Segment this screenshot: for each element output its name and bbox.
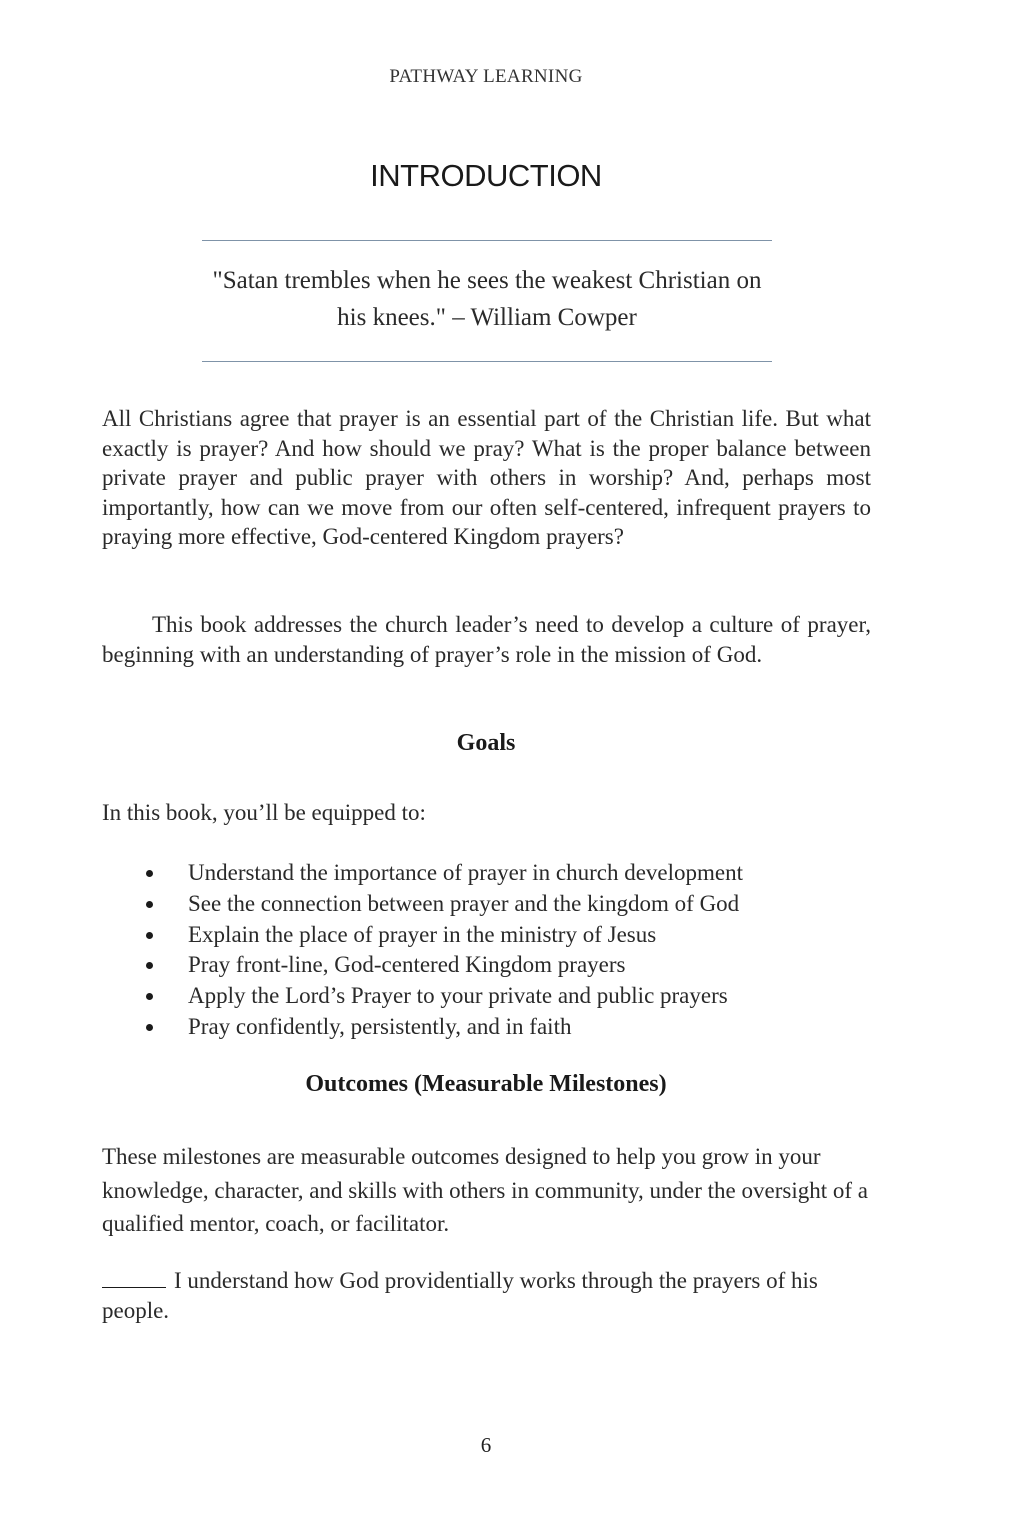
goal-item xyxy=(102,889,871,920)
chapter-title: INTRODUCTION xyxy=(370,158,602,193)
goal-item-text: See the connection between prayer and the kingdom of God xyxy=(188,890,740,916)
milestone-text: I understand how God providentially works through the prayers of his people. xyxy=(102,1268,818,1323)
goal-item xyxy=(102,950,871,981)
page-number: 6 xyxy=(480,1433,492,1457)
intro-paragraph-2: This book addresses the church leader’s need to develop a culture of prayer, beginning with an understanding of prayer’s role in the mission of God. xyxy=(102,612,871,667)
goal-item-text: Understand the importance of prayer in church development xyxy=(188,860,743,885)
outcomes-intro: These milestones are measurable outcomes designed to help you grow in your knowledge, character, and skills with others in community, under the oversight of a qualified mentor, coach, or facilitator. xyxy=(102,1144,868,1236)
goal-item xyxy=(102,858,871,889)
bullet-icon xyxy=(146,1024,153,1031)
goal-item-text: Pray confidently, persistently, and in faith xyxy=(188,1013,572,1039)
bullet-icon xyxy=(146,901,153,908)
goals-heading: Goals xyxy=(456,730,516,756)
goal-item xyxy=(102,920,871,951)
epigraph-top-rule xyxy=(202,240,772,241)
goal-item-text: Apply the Lord’s Prayer to your private and public prayers xyxy=(188,983,728,1009)
outcomes-heading: Outcomes (Measurable Milestones) xyxy=(305,1071,667,1097)
epigraph-quote: "Satan trembles when he sees the weakest Christian on his knees." – William Cowper xyxy=(212,267,762,331)
bullet-icon xyxy=(146,932,153,939)
epigraph-bottom-rule xyxy=(202,361,772,362)
checkoff-blank[interactable] xyxy=(102,1267,166,1288)
intro-paragraph-1: All Christians agree that prayer is an essential part of the Christian life. But what exactly is prayer? And how should we pray? What is the proper balance between private prayer and public prayer with others in worship? And, perhaps most importantly, how can we move from our often self-centered, infrequent prayers to praying more effective, God-centered Kingdom prayers? xyxy=(102,406,871,549)
bullet-icon xyxy=(146,993,153,1000)
goal-item-text: Explain the place of prayer in the ministry of Jesus xyxy=(188,921,657,947)
running-head: PATHWAY LEARNING xyxy=(389,66,583,87)
goal-item xyxy=(102,1012,871,1043)
goal-item xyxy=(102,981,871,1012)
goals-lead: In this book, you’ll be equipped to: xyxy=(102,800,426,825)
bullet-icon xyxy=(146,870,153,877)
bullet-icon xyxy=(146,962,153,969)
goal-item-text: Pray front-line, God-centered Kingdom prayers xyxy=(188,952,626,978)
milestone-item xyxy=(102,1266,871,1325)
goals-list xyxy=(102,858,871,1043)
